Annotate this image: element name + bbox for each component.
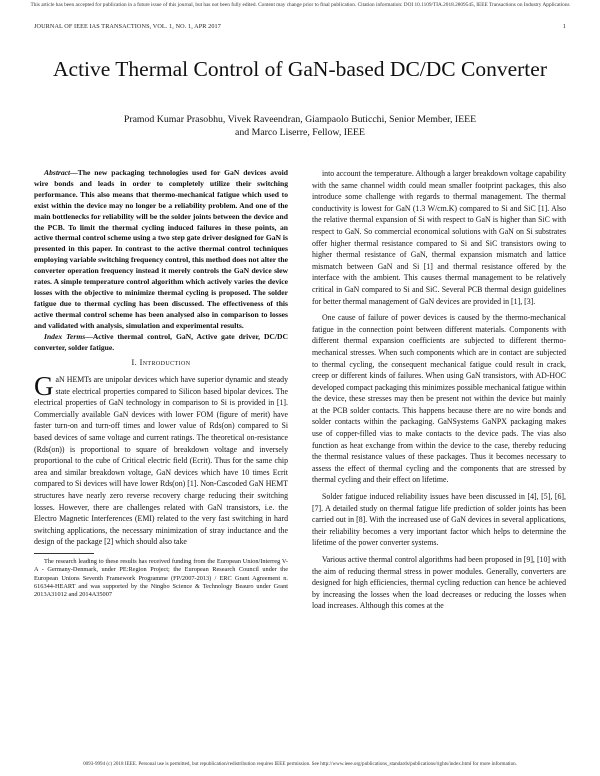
authors-line-1: Pramod Kumar Prasobhu, Vivek Raveendran, Giampaolo Buticchi, Senior Member, IEEE xyxy=(123,114,477,125)
introduction-paragraph xyxy=(34,371,288,548)
index-terms-text: —Active thermal control, GaN, Active gate driver, DC/DC converter, solder fatigue. xyxy=(34,331,288,352)
drop-cap: G xyxy=(34,371,54,401)
abstract-label: Abstract xyxy=(44,168,71,177)
index-terms-label: Index Terms xyxy=(44,331,86,341)
abstract-text: —The new packaging technologies used for GaN devices avoid wire bonds and leads in order to completely utilize their switching performance. This also means that thermo-mechanical fatigue which used to exist within the device may no longer be a reliability problem. And one of the main bottlenecks for reliability will be the solder joints between the device and the PCB. To limit the thermal cycling induced failures in these points, an active thermal control scheme using a two step gate driver designed for GaN is presented in this paper. In contrast to the active thermal control techniques employing variable switching frequency control, this method does not alter the converter operation frequency instead it merely controls the GaN device slew rates. A simple temperature control algorithm which actively varies the device losses with the objective to minimize thermal cycling is proposed. The solder fatigue due to thermal cycling has been discussed. The effectiveness of this active thermal control scheme has been analysed also in comparison to losses and validated with analysis, simulation and experimental results. xyxy=(34,168,288,330)
page-number: 1 xyxy=(562,23,566,30)
footnote-divider xyxy=(34,553,94,554)
body-paragraph-4: Various active thermal control algorithms had been proposed in [9], [10] with the aim of reducing thermal stress in power modules. Generally, converters are designed for high efficiencies, thermal cycling reduction can hence be achieved by increasing the losses when the load decreases or reducing the losses when load increases. Although this comes at the xyxy=(312,555,566,611)
author-list xyxy=(60,114,540,139)
section-heading-introduction: I. Introduction xyxy=(131,358,191,368)
body-paragraph-3: Solder fatigue induced reliability issues have been discussed in [4], [5], [6], [7]. A detailed study on thermal fatigue life prediction of solder joints has been carried out in [8]. With the increased use of GaN devices in several applications, their reliability becomes a very important factor which helps to determine the lifetime of the power converter systems. xyxy=(312,492,566,548)
funding-footnote: The research leading to these results has received funding from the European Union/Interreg V-A - Germany-Denmark, under PE:Region Project; the European Research Council under the European Unions Seventh Framework Programme (FP/2007-2013) / ERC Grant Agreement n. 616344-HEART and was supported by the Ningbo Science & Technology Beauro under Grant 2013A31012 and 2014A35007 xyxy=(34,557,288,599)
right-column xyxy=(312,168,566,612)
journal-name: JOURNAL OF IEEE IAS TRANSACTIONS, VOL. 1, NO. 1, APR 2017 xyxy=(34,23,221,30)
body-paragraph-1: into account the temperature. Although a larger breakdown voltage capability with the same channel width could mean smaller footprint packages, this also introduce some challenge with regards to thermal management. The thermal conductivity is lowest for GaN (1.3 W/cm.K) compared to Si and SiC [1]. Also the relative thermal expansion of Si with respect to GaN is higher than SiC with respect to GaN. So commercial economical solutions with GaN on Si substrates offer higher thermal resistance compared to Si and SiC transistors owing to higher thermal resistance of GaN, thermal expansion mismatch and lattice mismatch between GaN and Si [1] and thermal resistance offered by the interface with the ambient. This causes thermal management to be relatively critical in GaN compared to Si and SiC. Several PCB thermal design guidelines for better thermal management of GaN devices are provided in [1], [3]. xyxy=(312,169,566,306)
authors-line-2: and Marco Liserre, Fellow, IEEE xyxy=(235,126,365,138)
abstract xyxy=(34,168,288,332)
body-paragraph-2: One cause of failure of power devices is caused by the thermo-mechanical fatigue in the connection point between different materials. Components with different thermal expansion coefficients are subjected to different thermo-mechanical stresses. When such components which are in contact are subjected to thermal cycling, the consequent mechanical fatigue could result in crack, creep or different kinds of failures. When using GaN transistors, with AD-HOC developed compact packaging this minimizes possible mechanical fatigue within the device, these stresses may then be present not within the device but mainly at the PCB solder contacts. This happens because there are no wire bonds and solder contacts within the packaging. GaNSystems GaNPX packaging makes use of copper-filled vias to make contacts to the device pads. The vias also function as heat exchange from within the device to the case, thereby reducing the thermal resistance values of these packages. Thus it becomes necessary to assess the effect of thermal cycling and the components that are stressed by thermal cycling and their effect on lifetime. xyxy=(312,313,566,485)
index-terms xyxy=(34,332,288,354)
publication-banner: This article has been accepted for publication in a future issue of this journal, but has not been fully edited. Content may change prior to final publication. Citation information: DOI 10.1109/TIA.2018.2809545, IEEE Transactions on Industry Applications xyxy=(30,2,570,8)
paper-title: Active Thermal Control of GaN-based DC/DC Converter xyxy=(53,57,547,81)
copyright-footer: 0093-9994 (c) 2018 IEEE. Personal use is permitted, but republication/redistribution requires IEEE permission. See http://www.ieee.org/publications_standards/publications/rights/index.html for more information. xyxy=(83,761,517,767)
left-column xyxy=(34,168,288,599)
running-header xyxy=(34,23,566,32)
introduction-text: aN HEMTs are unipolar devices which have superior dynamic and steady state electrical properties compared to Silicon based bipolar devices. The electrical properties of GaN technology in comparison to Si is provided in [1]. Commercially available GaN devices with lower FOM (figure of merit) have faster turn-on and turn-off times and lower value of Rds(on) compared to Si based devices of same voltage and current ratings. The theoretical on-resistance (Rds(on)) is proportional to square of breakdown voltage and inversely proportional to the cube of Critical electric field (Ecrit). Thus for the same chip area and similar breakdown voltage, GaN devices which have 10 times Ecrit compared to Si devices will have lower Rds(on) [1]. Non-Cascoded GaN HEMT structures have nearly zero reverse recovery charge reducing their switching losses. However, there are challenges related with GaN transistors, i.e. the Electro Magnetic Interferences (EMI) related to the very fast switching in hard switching applications, the necessary minimization of stray inductance and the design of the package [2] which should also take xyxy=(34,375,288,547)
